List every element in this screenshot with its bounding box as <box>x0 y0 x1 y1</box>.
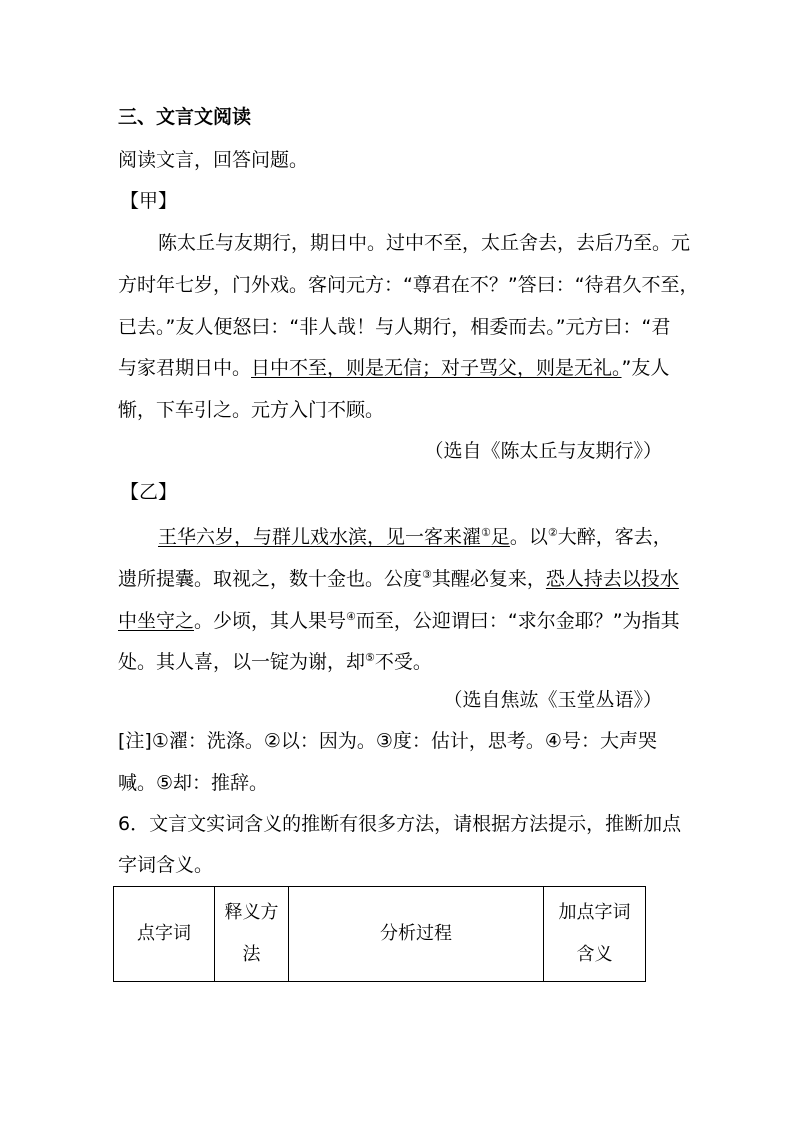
section-title: 三、文言文阅读 <box>118 106 252 128</box>
note-marker-5: ⑤ <box>365 651 375 664</box>
notes-line-2: 喊。⑤却：推辞。 <box>118 772 269 794</box>
passage-a-label: 【甲】 <box>120 190 178 212</box>
passage-b-line-4 <box>118 646 678 674</box>
passage-a-line-4-end: ”友人 <box>621 357 670 379</box>
note-marker-1: ① <box>481 526 491 539</box>
passage-b-source: （选自焦竑《玉堂丛语》） <box>443 689 662 711</box>
header-method-line-2: 法 <box>242 944 261 965</box>
note-marker-3: ③ <box>422 568 432 581</box>
passage-b-line-2 <box>118 563 678 591</box>
passage-a-line-3: 已去。”友人便怒曰：“非人哉！与人期行，相委而去。”元方曰：“君 <box>118 316 671 338</box>
passage-b-line-1 <box>158 521 718 549</box>
passage-a-line-2: 方时年七岁，门外戏。客问元方：“尊君在不？”答曰：“待君久不至， <box>118 274 699 296</box>
passage-b-line-3-end: 而至，公迎谓曰：“求尔金耶？”为指其 <box>355 610 680 632</box>
passage-b-line-4-end: 不受。 <box>374 651 432 673</box>
passage-b-line-2-mid: 其醒必复来， <box>431 568 546 590</box>
note-marker-4: ④ <box>346 610 356 623</box>
passage-a-source: （选自《陈太丘与友期行》） <box>424 440 662 462</box>
passage-b-line-3-start: 。少顷，其人果号 <box>194 610 347 632</box>
passage-b-underlined-phrase-2-end: 中坐守之 <box>118 610 195 632</box>
question-line-2: 字词含义。 <box>118 854 214 876</box>
question-line-1: 6．文言文实词含义的推断有很多方法，请根据方法提示，推断加点 <box>118 813 682 835</box>
passage-b-line-3 <box>118 605 678 633</box>
header-cell-meaning <box>544 887 646 982</box>
passage-b-underlined-phrase-1 <box>158 526 510 548</box>
passage-a-line-4-start: 与家君期日中。 <box>118 357 252 379</box>
passage-a-underlined-sentence: 日中不至，则是无信；对子骂父，则是无礼。 <box>251 357 622 379</box>
header-cell-word: 点字词 <box>114 887 215 982</box>
passage-a-line-1: 陈太丘与友期行，期日中。过中不至，太丘舍去，去后乃至。元 <box>158 232 691 254</box>
underlined-text: 王华六岁，与群儿戏水滨，见一客来濯 <box>158 526 482 548</box>
passage-b-line-1-mid: 。以 <box>509 526 548 548</box>
header-meaning-line-1: 加点字词 <box>558 902 631 923</box>
underlined-text-end: 足 <box>490 526 510 548</box>
header-cell-method <box>215 887 289 982</box>
passage-b-line-1-end: 大醉，客去， <box>557 526 672 548</box>
table-header-row <box>114 887 646 982</box>
notes-line-1: [注]①濯：洗涤。②以：因为。③度：估计，思考。④号：大声哭 <box>118 730 657 752</box>
instruction-text: 阅读文言，回答问题。 <box>118 149 309 171</box>
header-cell-analysis: 分析过程 <box>289 887 544 982</box>
passage-a-line-5: 惭，下车引之。元方入门不顾。 <box>118 399 385 421</box>
passage-b-underlined-phrase-2: 恐人持去以投水 <box>545 568 679 590</box>
header-meaning-line-2: 含义 <box>576 944 613 965</box>
passage-b-line-4-start: 处。其人喜，以一锭为谢，却 <box>118 651 366 673</box>
header-method-line-1: 释义方 <box>224 902 279 923</box>
note-marker-2: ② <box>547 526 558 539</box>
passage-a-line-4 <box>118 356 678 380</box>
passage-b-line-2-start: 遗所提囊。取视之，数十金也。公度 <box>118 568 423 590</box>
passage-b-label: 【乙】 <box>120 481 178 503</box>
answer-table <box>113 886 646 982</box>
